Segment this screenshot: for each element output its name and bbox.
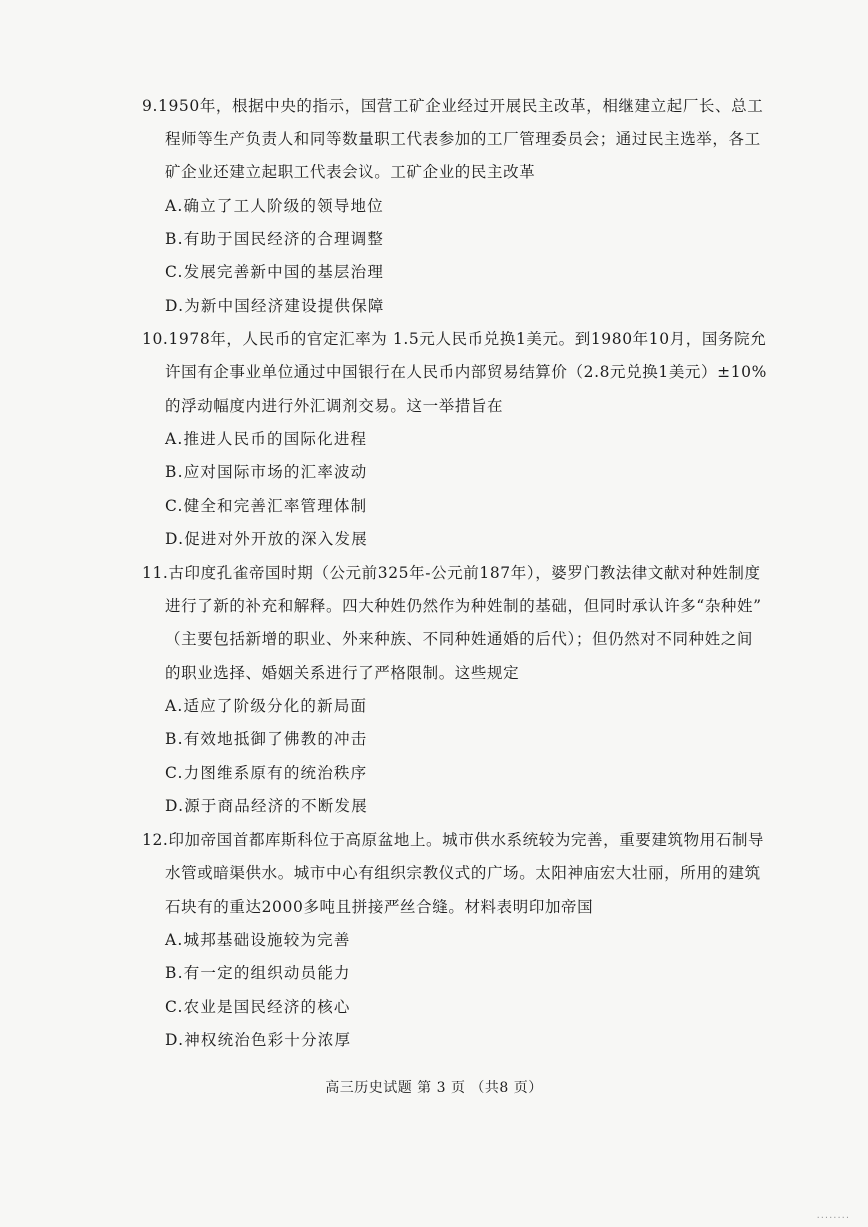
question-11-stem-line-3: （主要包括新增的职业、外来种族、不同种姓通婚的后代）；但仍然对不同种姓之间 bbox=[165, 630, 753, 648]
question-12-stem-line-1: 12.印加帝国首都库斯科位于高原盆地上。城市供水系统较为完善，重要建筑物用石制导 bbox=[142, 831, 765, 849]
question-10-option-d: D.促进对外开放的深入发展 bbox=[165, 530, 368, 548]
question-10-stem-line-2: 许国有企事业单位通过中国银行在人民币内部贸易结算价（2.8元兑换1美元）±10% bbox=[165, 363, 767, 381]
question-12-stem-line-2: 水管或暗渠供水。城市中心有组织宗教仪式的广场。太阳神庙宏大壮丽，所用的建筑 bbox=[165, 864, 761, 882]
question-10-option-a: A.推进人民币的国际化进程 bbox=[165, 430, 368, 448]
question-9-option-a: A.确立了工人阶级的领导地位 bbox=[165, 197, 384, 215]
question-9-stem-line-1: 9.1950年，根据中央的指示，国营工矿企业经过开展民主改革，相继建立起厂长、总工 bbox=[142, 97, 764, 115]
question-11-stem-line-2: 进行了新的补充和解释。四大种姓仍然作为种姓制的基础，但同时承认许多“杂种姓” bbox=[165, 597, 762, 615]
page-footer: 高三历史试题 第 3 页 （共8 页） bbox=[325, 1080, 543, 1096]
question-11-stem-line-1: 11.古印度孔雀帝国时期（公元前325年-公元前187年），婆罗门教法律文献对种姓制度 bbox=[142, 564, 761, 582]
corner-mark: ........ bbox=[816, 1210, 850, 1221]
question-9-stem-line-2: 程师等生产负责人和同等数量职工代表参加的工厂管理委员会；通过民主选举，各工 bbox=[165, 130, 761, 148]
question-11-option-d: D.源于商品经济的不断发展 bbox=[165, 797, 368, 815]
question-11-option-a: A.适应了阶级分化的新局面 bbox=[165, 697, 368, 715]
question-11-option-c: C.力图维系原有的统治秩序 bbox=[165, 764, 368, 782]
question-10-option-b: B.应对国际市场的汇率波动 bbox=[165, 463, 368, 481]
question-10-stem-line-1: 10.1978年，人民币的官定汇率为 1.5元人民币兑换1美元。到1980年10月，国务院允 bbox=[142, 330, 767, 348]
question-9-option-d: D.为新中国经济建设提供保障 bbox=[165, 297, 385, 315]
question-10-option-c: C.健全和完善汇率管理体制 bbox=[165, 497, 368, 515]
question-9-option-c: C.发展完善新中国的基层治理 bbox=[165, 263, 385, 281]
question-11-stem-line-4: 的职业选择、婚姻关系进行了严格限制。这些规定 bbox=[165, 664, 520, 682]
question-12-option-d: D.神权统治色彩十分浓厚 bbox=[165, 1031, 352, 1049]
question-12-option-c: C.农业是国民经济的核心 bbox=[165, 998, 351, 1016]
question-10-stem-line-3: 的浮动幅度内进行外汇调剂交易。这一举措旨在 bbox=[165, 397, 504, 415]
question-12-stem-line-3: 石块有的重达2000多吨且拼接严丝合缝。材料表明印加帝国 bbox=[165, 898, 594, 916]
question-12-option-b: B.有一定的组织动员能力 bbox=[165, 964, 351, 982]
question-9-option-b: B.有助于国民经济的合理调整 bbox=[165, 230, 385, 248]
question-12-option-a: A.城邦基础设施较为完善 bbox=[165, 931, 351, 949]
question-11-option-b: B.有效地抵御了佛教的冲击 bbox=[165, 730, 368, 748]
question-9-stem-line-3: 矿企业还建立起职工代表会议。工矿企业的民主改革 bbox=[165, 163, 536, 181]
